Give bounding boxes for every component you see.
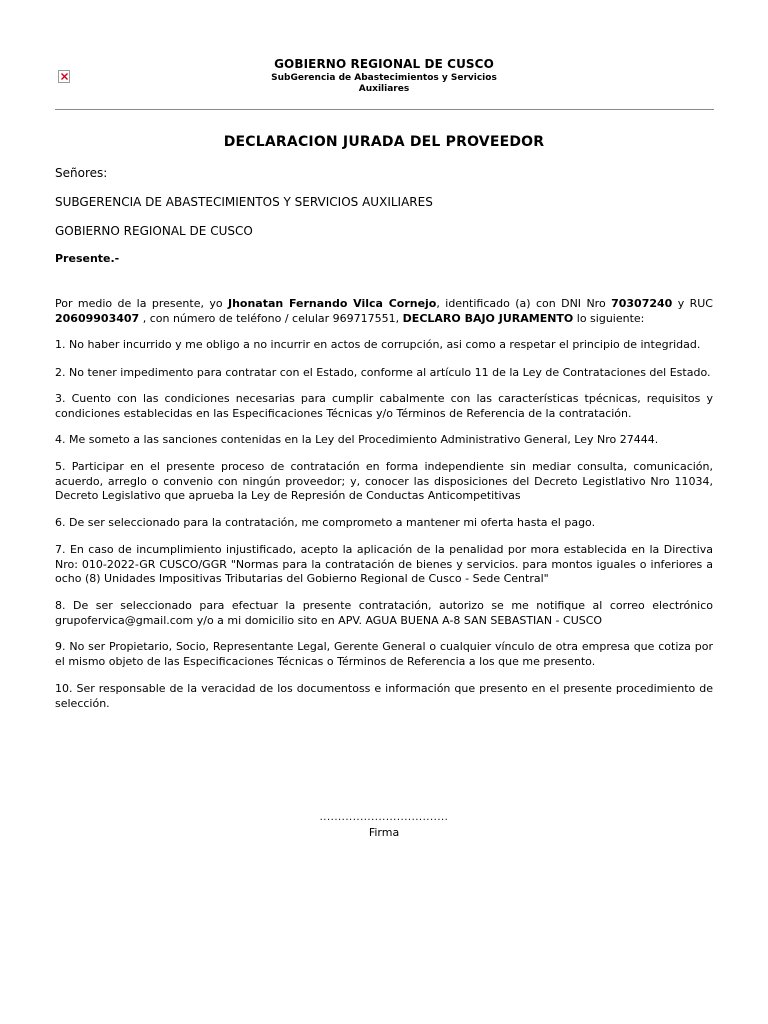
declaration-item: 6. De ser seleccionado para la contratación, me comprometo a mantener mi oferta hasta el pago.	[55, 516, 596, 529]
addressee-line-1: SUBGERENCIA DE ABASTECIMIENTOS Y SERVICIOS AUXILIARES	[55, 195, 433, 209]
document-title: DECLARACION JURADA DEL PROVEEDOR	[223, 134, 545, 150]
intro-paragraph: Por medio de la presente, yo Jhonatan Fernando Vilca Cornejo, identificado (a) con DNI Nro 70307240 y RUC 20609903407 , con número de teléfono / celular 969717551, DECLARO BAJO JURAMENTO lo siguiente:	[55, 297, 713, 325]
declaration-item: 5. Participar en el presente proceso de contratación en forma independiente sin mediar consulta, comunicación, acuerdo, arreglo o convenio con ningún proveedor; y, conocer las disposiciones del Decreto Legistlativo Nro 11034, Decreto Legislativo que aprueba la Ley de Represión de Conductas Anticompetitivas	[55, 460, 713, 502]
declaration-item: 2. No tener impedimento para contratar con el Estado, conforme al artículo 11 de la Ley de Contrataciones del Estado.	[55, 366, 711, 379]
org-title: GOBIERNO REGIONAL DE CUSCO	[274, 57, 494, 71]
addressee-line-2: GOBIERNO REGIONAL DE CUSCO	[55, 224, 253, 238]
presente-label: Presente.-	[55, 252, 120, 265]
ruc-number: 20609903407	[55, 311, 140, 325]
broken-image-icon	[58, 70, 70, 83]
signature-label: Firma	[368, 826, 400, 839]
org-subtitle-line-1: SubGerencia de Abastecimientos y Servicios	[271, 73, 497, 83]
org-subtitle-line-2: Auxiliares	[358, 84, 410, 94]
declarant-name: Jhonatan Fernando Vilca Cornejo	[227, 297, 437, 310]
document-header	[0, 0, 768, 112]
declaration-item: 7. En caso de incumplimiento injustificado, acepto la aplicación de la penalidad por mora establecida en la Directiva Nro: 010-2022-GR CUSCO/GGR "Normas para la contratación de bienes y servicios. para montos iguales o inferiores a ocho (8) Unidades Impositivas Tributarias del Gobierno Regional de Cusco - Sede Central"	[55, 543, 713, 585]
declaro-label: DECLARO BAJO JURAMENTO	[402, 311, 574, 325]
dni-number: 70307240	[611, 297, 673, 310]
org-subtitle	[254, 73, 514, 95]
declaration-item: 3. Cuento con las condiciones necesarias para cumplir cabalmente con las características tpécnicas, requisitos y condiciones establecidas en las Especificaciones Técnicas y/o Términos de Referencia de la contratación.	[55, 392, 713, 420]
signature-line: ...................................	[319, 812, 449, 823]
declaration-item: 9. No ser Propietario, Socio, Representante Legal, Gerente General o cualquier vínculo de otra empresa que cotiza por el mismo objeto de las Especificaciones Técnicas o Términos de Referencia a los que me presento.	[55, 640, 713, 668]
declaration-item: 1. No haber incurrido y me obligo a no incurrir en actos de corrupción, asi como a respetar el principio de integridad.	[55, 338, 701, 351]
declaration-item: 8. De ser seleccionado para efectuar la presente contratación, autorizo se me notifique al correo electrónico grupofervica@gmail.com y/o a mi domicilio sito en APV. AGUA BUENA A-8 SAN SEBASTIAN - CUSCO	[55, 599, 713, 627]
salutation: Señores:	[55, 166, 108, 180]
declaration-item: 4. Me someto a las sanciones contenidas en la Ley del Procedimiento Administrativo General, Ley Nro 27444.	[55, 433, 659, 446]
header-divider	[55, 109, 714, 110]
declaration-item: 10. Ser responsable de la veracidad de los documentoss e información que presento en el presente procedimiento de selección.	[55, 682, 713, 710]
